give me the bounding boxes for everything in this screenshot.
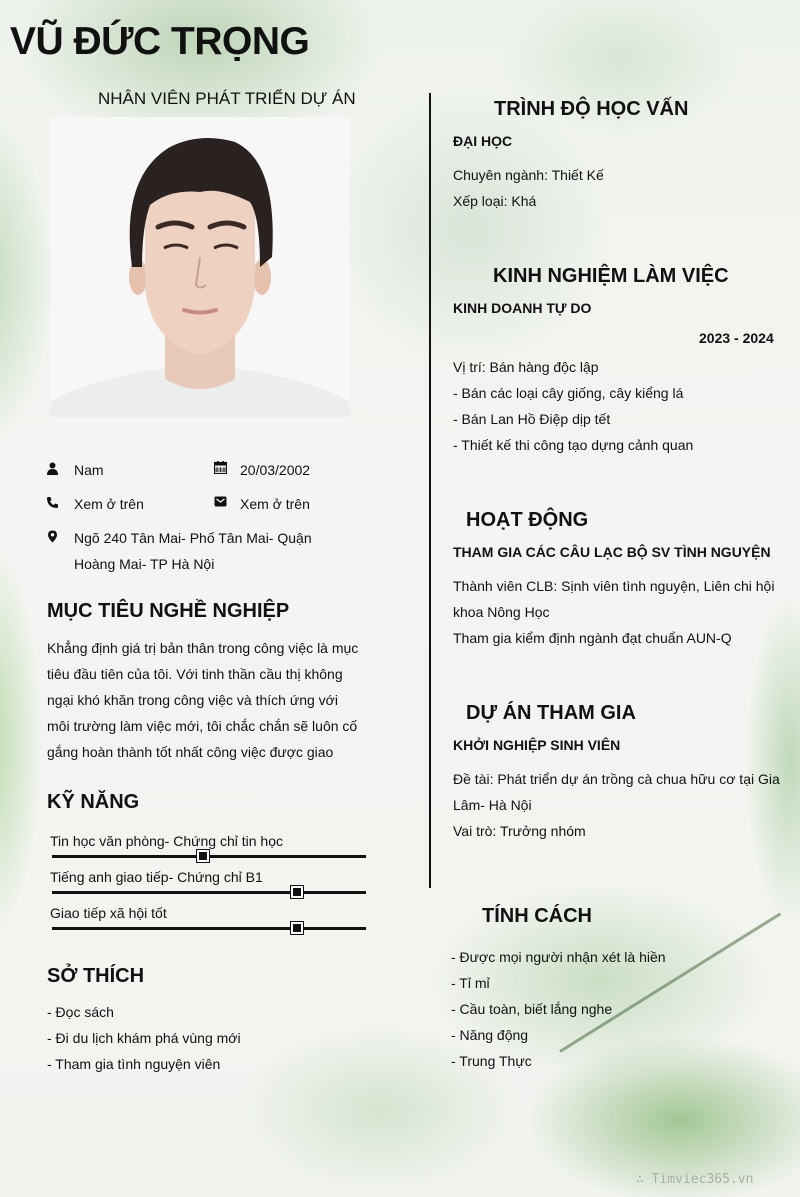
activities-line: khoa Nông Học — [453, 604, 550, 620]
job-title: NHÂN VIÊN PHÁT TRIỂN DỰ ÁN — [98, 89, 356, 108]
skills-heading: KỸ NĂNG — [47, 791, 140, 813]
objective-line: tiêu đầu tiên của tôi. Với tinh thần cầu thị không — [47, 666, 343, 682]
project-line: Lâm- Hà Nội — [453, 797, 532, 813]
objective-line: gắng hoàn thành tốt nhất công việc được giao — [47, 744, 334, 760]
activities-heading: HOẠT ĐỘNG — [466, 509, 589, 531]
personality-item: - Tỉ mỉ — [451, 975, 490, 991]
address-line-1: Ngõ 240 Tân Mai- Phố Tân Mai- Quận — [74, 530, 312, 546]
activities-text — [453, 573, 781, 651]
skill-level-bar — [52, 927, 366, 930]
experience-details — [453, 354, 693, 458]
user-icon — [45, 462, 59, 476]
personality-item: - Năng động — [451, 1027, 529, 1043]
personality-heading: TÍNH CÁCH — [482, 905, 592, 927]
experience-company: KINH DOANH TỰ DO — [453, 300, 592, 316]
calendar-icon — [213, 461, 227, 475]
objective-heading: MỤC TIÊU NGHỀ NGHIỆP — [47, 600, 290, 622]
skill-label: Giao tiếp xã hội tốt — [50, 905, 167, 921]
skill-level-knob — [291, 922, 303, 934]
email-value: Xem ở trên — [240, 496, 310, 512]
skill-level-knob — [291, 886, 303, 898]
project-text — [453, 766, 781, 844]
project-line: Đề tài: Phát triển dự án trồng cà chua hữu cơ tại Gia — [453, 771, 780, 787]
watermark: ∴ Timviec365.vn — [636, 1172, 754, 1187]
address-line-2: Hoàng Mai- TP Hà Nội — [74, 556, 215, 572]
candidate-name: VŨ ĐỨC TRỌNG — [10, 20, 310, 63]
experience-line: - Thiết kế thi công tạo dựng cảnh quan — [453, 437, 694, 453]
objective-line: ngại khó khăn trong công việc và thích ứng với — [47, 692, 338, 708]
objective-text — [47, 635, 359, 765]
projects-heading: DỰ ÁN THAM GIA — [466, 702, 636, 724]
map-marker-icon — [45, 530, 59, 544]
experience-period: 2023 - 2024 — [699, 330, 774, 346]
phone-icon — [45, 496, 59, 510]
education-level: ĐẠI HỌC — [453, 133, 513, 149]
experience-line: Vị trí: Bán hàng độc lập — [453, 359, 599, 375]
activities-line: Thành viên CLB: Sịnh viên tình nguyện, Liên chi hội — [453, 578, 775, 594]
hobby-item: - Đọc sách — [47, 1004, 114, 1020]
envelope-icon — [213, 495, 227, 509]
education-heading: TRÌNH ĐỘ HỌC VẤN — [494, 98, 689, 120]
education-major: Chuyên ngành: Thiết Kế — [453, 167, 604, 183]
activities-line: Tham gia kiểm định ngành đạt chuẩn AUN-Q — [453, 630, 732, 646]
skill-label: Tin học văn phòng- Chứng chỉ tin học — [50, 833, 283, 849]
objective-line: Khẳng định giá trị bản thân trong công việc là mục — [47, 640, 359, 656]
personality-item: - Cầu toàn, biết lắng nghe — [451, 1001, 613, 1017]
profile-photo — [50, 117, 350, 417]
gender-value: Nam — [74, 462, 104, 478]
portrait-illustration — [50, 117, 350, 417]
skill-level-bar — [52, 855, 366, 858]
experience-line: - Bán các loại cây giống, cây kiểng lá — [453, 385, 684, 401]
skill-level-knob — [197, 850, 209, 862]
education-grade: Xếp loại: Khá — [453, 193, 537, 209]
hobby-item: - Tham gia tình nguyện viên — [47, 1056, 221, 1072]
hobbies-list — [47, 999, 241, 1077]
hobby-item: - Đi du lịch khám phá vùng mới — [47, 1030, 241, 1046]
experience-heading: KINH NGHIỆM LÀM VIỆC — [493, 265, 729, 287]
birthday-value: 20/03/2002 — [240, 462, 311, 478]
phone-value: Xem ở trên — [74, 496, 144, 512]
experience-line: - Bán Lan Hồ Điệp dịp tết — [453, 411, 611, 427]
skill-level-bar — [52, 891, 366, 894]
personality-item: - Trung Thực — [451, 1053, 532, 1069]
personality-item: - Được mọi người nhận xét là hiền — [451, 949, 666, 965]
project-name: KHỞI NGHIỆP SINH VIÊN — [453, 737, 621, 753]
objective-line: môi trường làm việc mới, tôi chắc chắn sẽ luôn cố — [47, 718, 358, 734]
hobbies-heading: SỞ THÍCH — [47, 965, 145, 987]
skill-label: Tiếng anh giao tiếp- Chứng chỉ B1 — [50, 869, 263, 885]
personality-list — [451, 944, 666, 1074]
column-divider — [429, 93, 431, 888]
activities-org: THAM GIA CÁC CÂU LẠC BỘ SV TÌNH NGUYỆN — [453, 544, 771, 560]
project-line: Vai trò: Trưởng nhóm — [453, 823, 586, 839]
